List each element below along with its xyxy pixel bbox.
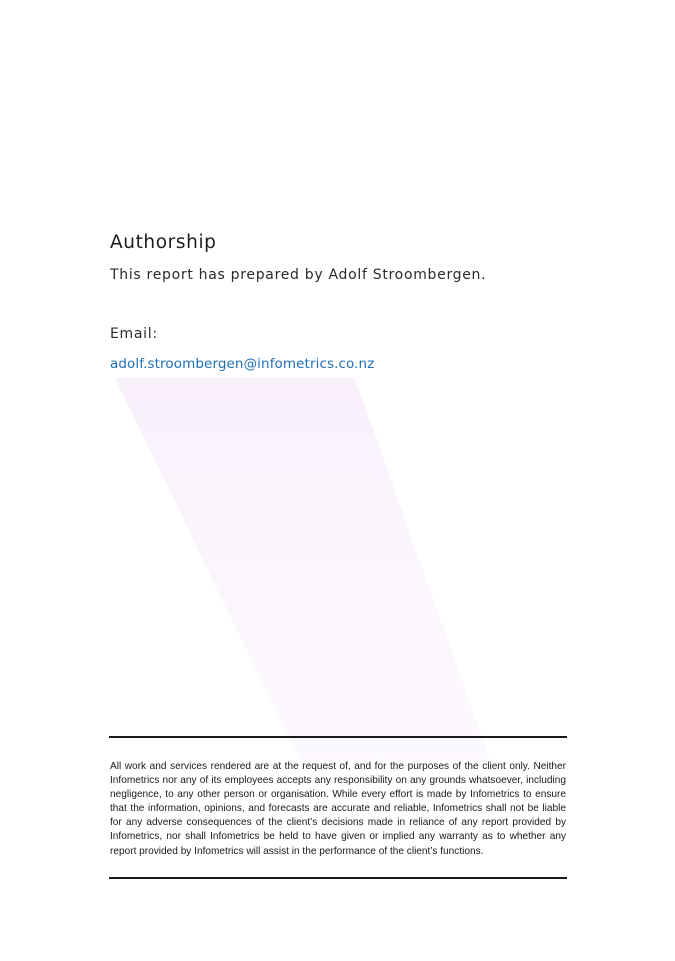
page-title: Authorship bbox=[110, 232, 217, 253]
email-label: Email: bbox=[110, 326, 158, 342]
disclaimer-top-rule bbox=[109, 736, 567, 738]
disclaimer-text: All work and services rendered are at the request of, and for the purposes of the client only. Neither Infometrics nor any of its employees accepts any responsibility on any grounds whatsoever, including negligence, to any other person or organisation. While every effort is made by Infometrics to ensure that the information, opinions, and forecasts are accurate and reliable, Infometrics shall not be liable for any adverse consequences of the client’s decisions made in reliance of any report provided by Infometrics, nor shall Infometrics be held to have given or implied any warranty as to whether any report provided by Infometrics will assist in the performance of the client’s functions. bbox=[110, 761, 566, 857]
disclaimer-bottom-rule bbox=[109, 877, 567, 879]
email-link[interactable]: adolf.stroombergen@infometrics.co.nz bbox=[110, 356, 375, 372]
author-statement: This report has prepared by Adolf Stroombergen. bbox=[110, 267, 487, 283]
